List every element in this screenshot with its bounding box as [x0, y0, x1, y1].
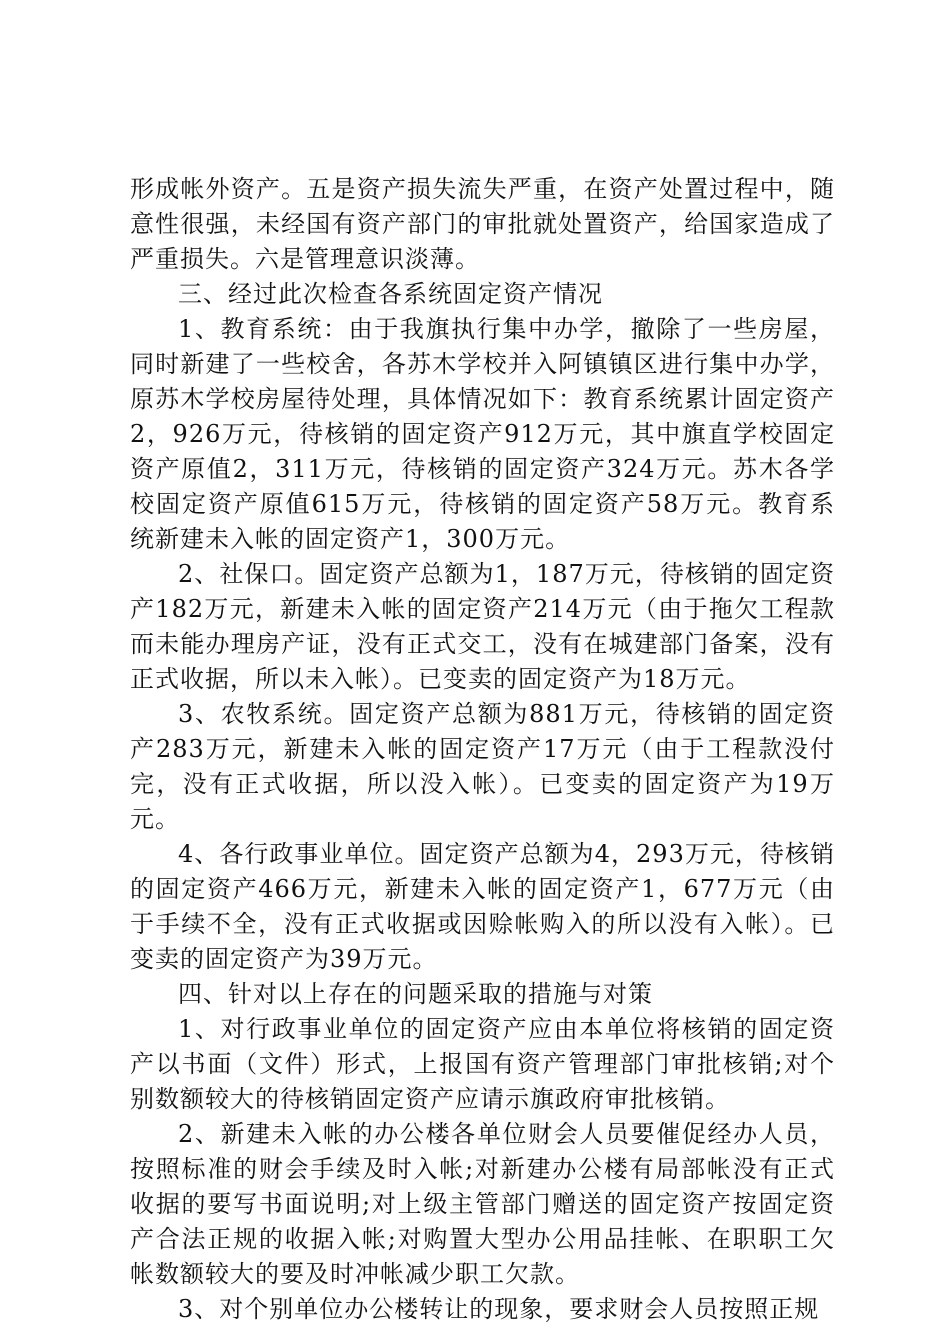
- paragraph-measure-three: 3、对个别单位办公楼转让的现象，要求财会人员按照正规: [178, 1295, 820, 1323]
- paragraph-measure-two: 2、新建未入帐的办公楼各单位财会人员要催促经办人员，按照标准的财会手续及时入帐;对新建办公楼有局部帐没有正式收据的要写书面说明;对上级主管部门赠送的固定资产按固定资产合法正规的收据入帐;对购置大型办公用品挂帐、在职职工欠帐数额较大的要及时冲帐减少职工欠款。: [130, 1120, 835, 1288]
- document-body: [130, 172, 835, 1327]
- paragraph-continuation: 形成帐外资产。五是资产损失流失严重，在资产处置过程中，随意性很强，未经国有资产部门的审批就处置资产，给国家造成了严重损失。六是管理意识淡薄。: [130, 175, 835, 273]
- section-heading-four: 四、针对以上存在的问题采取的措施与对策: [178, 980, 653, 1008]
- paragraph-measure-one: 1、对行政事业单位的固定资产应由本单位将核销的固定资产以书面（文件）形式，上报国有资产管理部门审批核销;对个别数额较大的待核销固定资产应请示旗政府审批核销。: [130, 1015, 835, 1113]
- paragraph-administrative-units: 4、各行政事业单位。固定资产总额为4，293万元，待核销的固定资产466万元，新建未入帐的固定资产1，677万元（由于手续不全，没有正式收据或因赊帐购入的所以没有入帐）。已变卖的固定资产为39万元。: [130, 840, 835, 973]
- section-heading-three: 三、经过此次检查各系统固定资产情况: [178, 280, 603, 308]
- paragraph-agriculture-system: 3、农牧系统。固定资产总额为881万元，待核销的固定资产283万元，新建未入帐的固定资产17万元（由于工程款没付完，没有正式收据，所以没入帐）。已变卖的固定资产为19万元。: [130, 700, 835, 833]
- paragraph-social-security: 2、社保口。固定资产总额为1，187万元，待核销的固定资产182万元，新建未入帐的固定资产214万元（由于拖欠工程款而未能办理房产证，没有正式交工，没有在城建部门备案，没有正式收据，所以未入帐）。已变卖的固定资产为18万元。: [130, 560, 835, 693]
- paragraph-education-system: 1、教育系统：由于我旗执行集中办学，撤除了一些房屋，同时新建了一些校舍，各苏木学校并入阿镇镇区进行集中办学，原苏木学校房屋待处理，具体情况如下：教育系统累计固定资产2，926万元，待核销的固定资产912万元，其中旗直学校固定资产原值2，311万元，待核销的固定资产324万元。苏木各学校固定资产原值615万元，待核销的固定资产58万元。教育系统新建未入帐的固定资产1，300万元。: [130, 315, 835, 553]
